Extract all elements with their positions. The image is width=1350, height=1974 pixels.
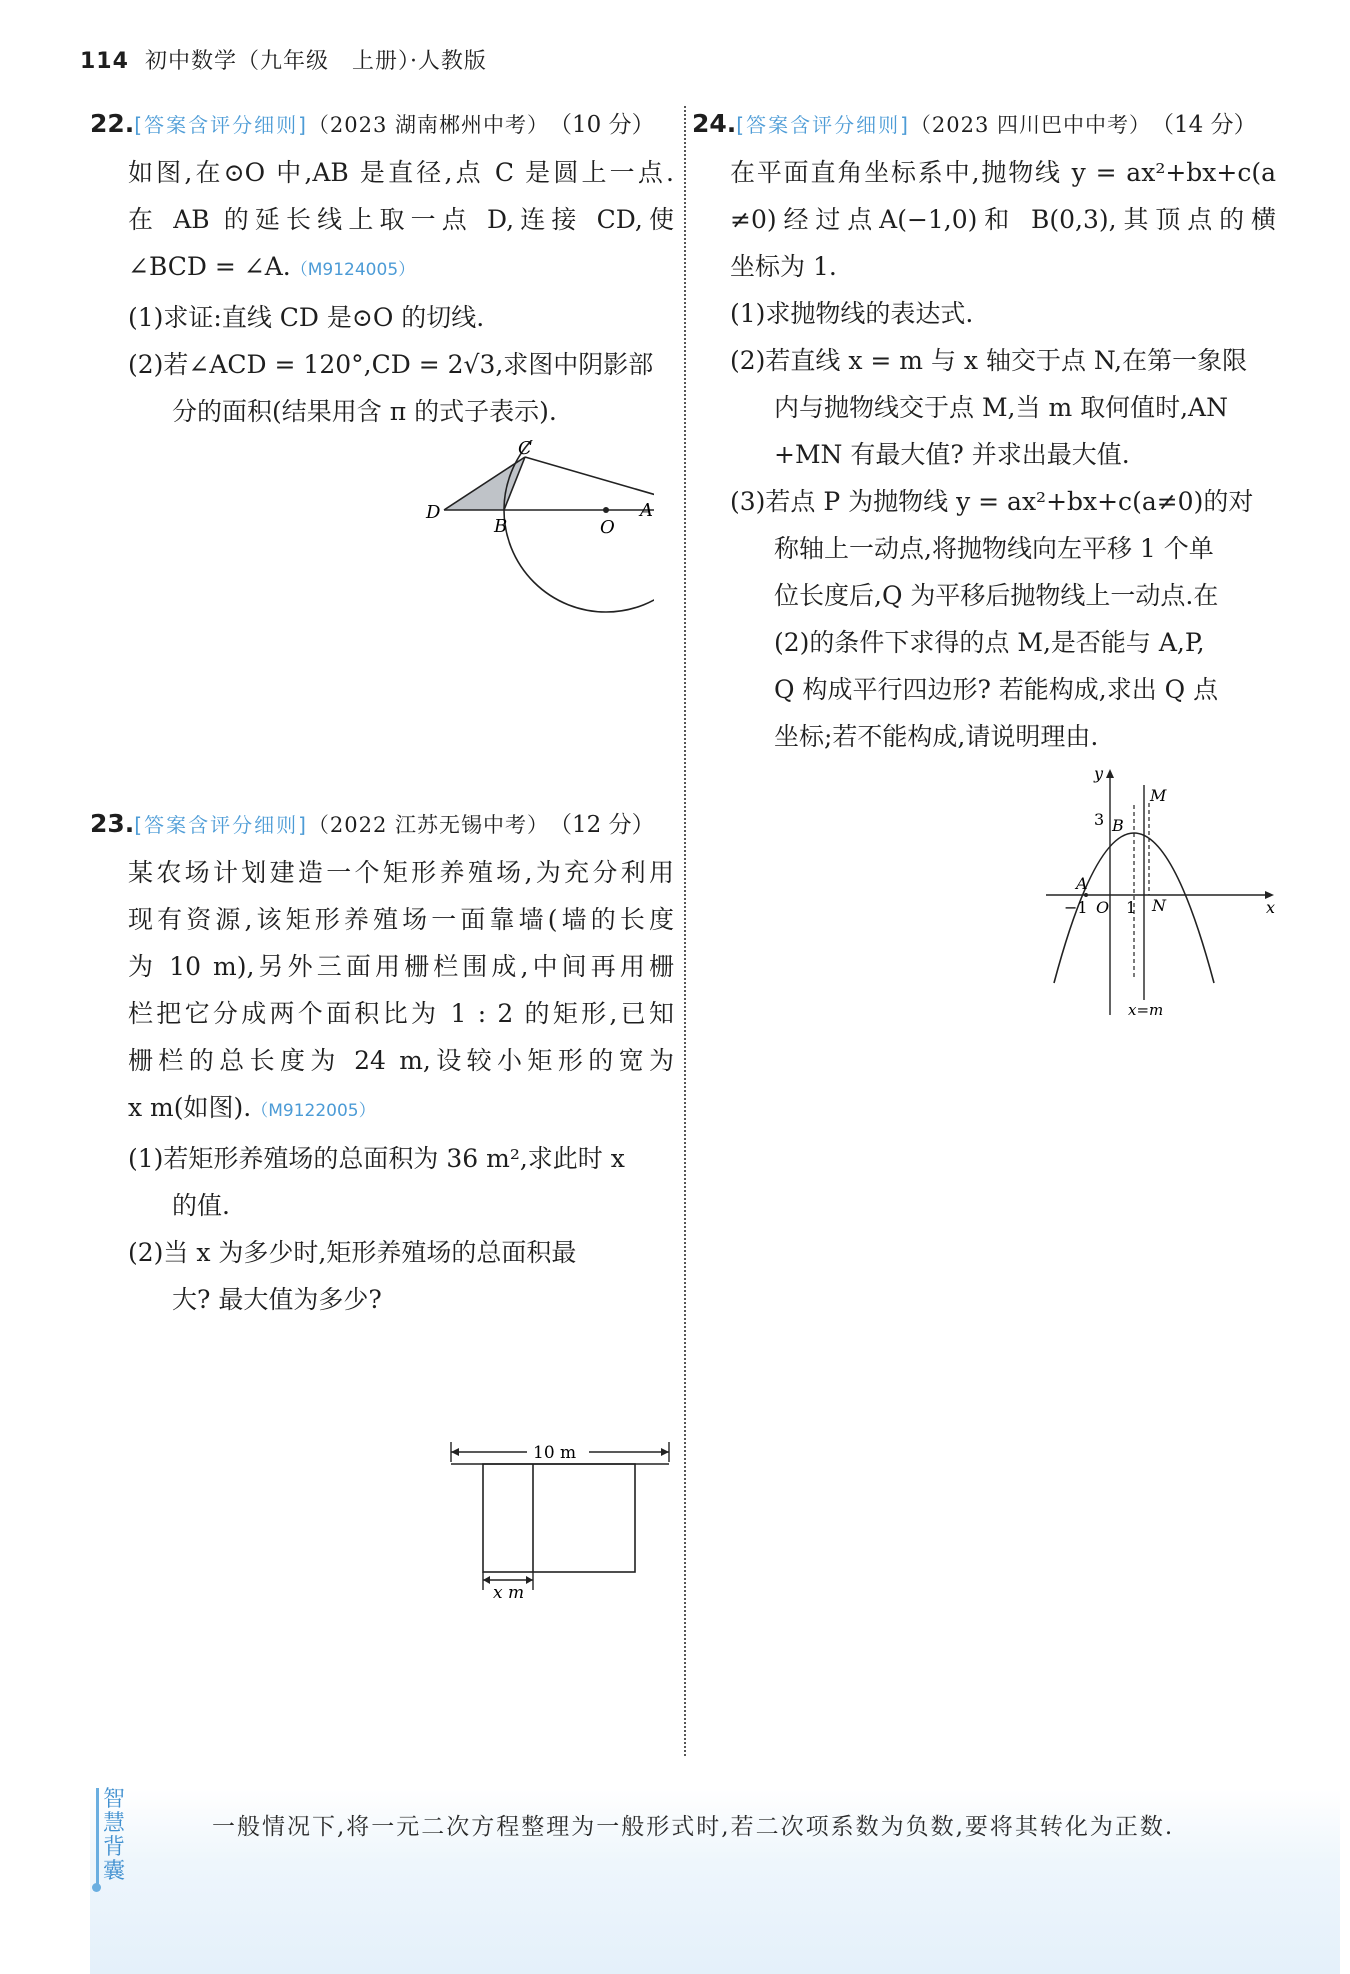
question-number: 24. bbox=[692, 109, 737, 138]
label-a: A bbox=[640, 500, 653, 521]
sub-question-3-cont: (2)的条件下求得的点 M,是否能与 A,P, bbox=[774, 628, 1205, 657]
question-text-line: 现有资源,该矩形养殖场一面靠墙(墙的长度 bbox=[128, 905, 674, 934]
question-text-line: x m(如图).（M9122005） bbox=[128, 1093, 376, 1122]
farm-rectangle-figure bbox=[449, 1430, 679, 1600]
sub-question-1: (1)求证:直线 CD 是⊙O 的切线. bbox=[128, 303, 485, 332]
sub-question-3-cont: 坐标;若不能构成,请说明理由. bbox=[774, 722, 1099, 751]
arrow-bottom-left bbox=[483, 1576, 490, 1584]
label-xm: x m bbox=[493, 1583, 525, 1600]
question-24 bbox=[692, 100, 1276, 1019]
label-o: O bbox=[1096, 898, 1110, 917]
label-o: O bbox=[600, 517, 615, 538]
label-x: x bbox=[1266, 898, 1276, 917]
question-text-line: 如图,在⊙O 中,AB 是直径,点 C 是圆上一点. bbox=[128, 158, 674, 187]
arrow-right bbox=[661, 1448, 669, 1456]
outer-rectangle bbox=[483, 1464, 635, 1572]
question-text-line: 为 10 m),另外三面用栅栏围成,中间再用栅 bbox=[128, 952, 674, 981]
sub-question-2: (2)当 x 为多少时,矩形养殖场的总面积最 bbox=[128, 1238, 577, 1267]
label-m: M bbox=[1150, 786, 1167, 805]
page-header bbox=[80, 44, 487, 75]
answer-tag-link[interactable]: [答案含评分细则] bbox=[134, 113, 308, 137]
question-24-header bbox=[692, 100, 1276, 149]
circle-tangent-figure bbox=[414, 440, 654, 640]
tab-dot bbox=[92, 1883, 101, 1892]
question-text-line: ≠0)经过点A(−1,0)和 B(0,3),其顶点的横 bbox=[730, 205, 1276, 234]
sub-question-1: (1)若矩形养殖场的总面积为 36 m²,求此时 x bbox=[128, 1144, 625, 1173]
question-22-header bbox=[90, 100, 674, 149]
label-a: A bbox=[1076, 874, 1088, 893]
tips-char: 慧 bbox=[103, 1811, 126, 1836]
tips-char: 背 bbox=[103, 1835, 126, 1860]
question-text-line: 在平面直角坐标系中,抛物线 y = ax²+bx+c(a bbox=[730, 158, 1276, 187]
sub-question-2-cont: +MN 有最大值? 并求出最大值. bbox=[774, 440, 1130, 469]
right-column bbox=[692, 100, 1276, 1019]
label-10m: 10 m bbox=[533, 1443, 577, 1463]
question-text-line: 坐标为 1. bbox=[730, 252, 837, 281]
sub-question-1: (1)求抛物线的表达式. bbox=[730, 299, 974, 328]
parabola-figure bbox=[1046, 765, 1286, 1025]
arrow-left bbox=[451, 1448, 459, 1456]
question-23-header bbox=[90, 800, 674, 849]
sub-question-2-cont: 大? 最大值为多少? bbox=[172, 1285, 382, 1314]
label-y: y bbox=[1094, 765, 1104, 783]
sub-question-3-cont: 称轴上一动点,将抛物线向左平移 1 个单 bbox=[774, 534, 1214, 563]
question-source: （2022 江苏无锡中考） bbox=[307, 813, 550, 837]
point-a bbox=[1084, 893, 1088, 897]
tips-char: 囊 bbox=[103, 1859, 126, 1884]
label-1: 1 bbox=[1126, 898, 1137, 917]
sub-question-2-cont: 分的面积(结果用含 π 的式子表示). bbox=[172, 397, 557, 426]
y-axis-arrow bbox=[1106, 769, 1114, 778]
sub-question-2: (2)若∠ACD = 120°,CD = 2√3,求图中阴影部 bbox=[128, 350, 654, 379]
page-number: 114 bbox=[80, 49, 129, 74]
question-points: （12 分） bbox=[549, 812, 655, 838]
question-text-line: 在 AB 的延长线上取一点 D,连接 CD,使 bbox=[128, 205, 674, 234]
label-x-eq-m: x=m bbox=[1128, 1001, 1164, 1019]
book-title: 初中数学（九年级 上册）·人教版 bbox=[144, 49, 487, 74]
left-column bbox=[90, 100, 674, 1600]
sub-question-3: (3)若点 P 为抛物线 y = ax²+bx+c(a≠0)的对 bbox=[730, 487, 1254, 516]
label-d: D bbox=[426, 502, 441, 523]
question-22 bbox=[90, 100, 674, 538]
question-points: （10 分） bbox=[549, 112, 655, 138]
question-code: （M9122005） bbox=[251, 1101, 376, 1121]
question-text-line: 栏把它分成两个面积比为 1 : 2 的矩形,已知 bbox=[128, 999, 674, 1028]
answer-tag-link[interactable]: [答案含评分细则] bbox=[134, 813, 308, 837]
question-number: 23. bbox=[90, 809, 135, 838]
footer-tip: 一般情况下,将一元二次方程整理为一般形式时,若二次项系数为负数,要将其转化为正数. bbox=[212, 1814, 1175, 1840]
arrow-bottom-right bbox=[526, 1576, 533, 1584]
column-divider bbox=[684, 106, 686, 1756]
question-code: （M9124005） bbox=[290, 260, 416, 280]
question-source: （2023 四川巴中中考） bbox=[909, 113, 1152, 137]
question-source: （2023 湖南郴州中考） bbox=[307, 113, 550, 137]
label-b: B bbox=[1112, 816, 1124, 835]
question-23 bbox=[90, 800, 674, 1600]
sub-question-1-cont: 的值. bbox=[172, 1191, 230, 1220]
question-text-line: ∠BCD = ∠A.（M9124005） bbox=[128, 252, 416, 281]
question-number: 22. bbox=[90, 109, 135, 138]
label-b: B bbox=[494, 516, 508, 537]
sub-question-3-cont: Q 构成平行四边形? 若能构成,求出 Q 点 bbox=[774, 675, 1219, 704]
label-c: C bbox=[518, 440, 532, 459]
center-dot bbox=[603, 507, 609, 513]
question-text-line: 栅栏的总长度为 24 m,设较小矩形的宽为 bbox=[128, 1046, 674, 1075]
sub-question-2: (2)若直线 x = m 与 x 轴交于点 N,在第一象限 bbox=[730, 346, 1248, 375]
label-3: 3 bbox=[1094, 810, 1105, 829]
question-points: （14 分） bbox=[1151, 112, 1257, 138]
sub-question-3-cont: 位长度后,Q 为平移后抛物线上一动点.在 bbox=[774, 581, 1219, 610]
tips-sidebar-tab bbox=[96, 1788, 133, 1884]
label-n: N bbox=[1152, 896, 1166, 915]
question-text-line: 某农场计划建造一个矩形养殖场,为充分利用 bbox=[128, 858, 674, 887]
circle-o bbox=[504, 440, 654, 612]
answer-tag-link[interactable]: [答案含评分细则] bbox=[736, 113, 910, 137]
label-neg1: −1 bbox=[1064, 898, 1088, 917]
line-ca bbox=[525, 457, 654, 510]
tips-char: 智 bbox=[103, 1787, 126, 1812]
sub-question-2-cont: 内与抛物线交于点 M,当 m 取何值时,AN bbox=[774, 393, 1228, 422]
